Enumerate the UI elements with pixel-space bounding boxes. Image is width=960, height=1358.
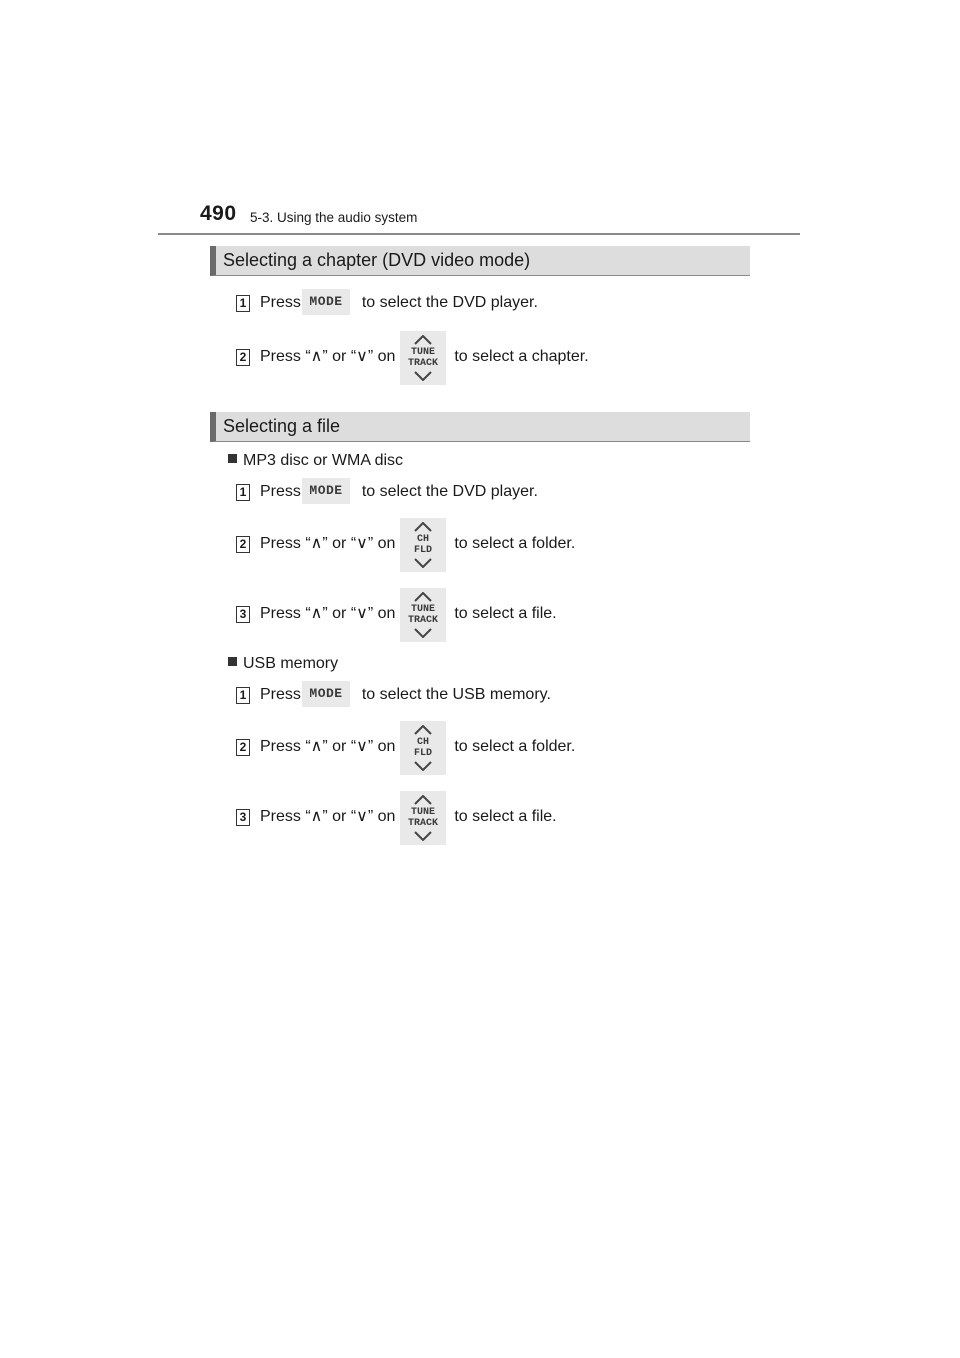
mode-button-icon: MODE xyxy=(302,478,350,504)
step-number: 2 xyxy=(236,739,250,756)
page-number: 490 xyxy=(200,202,237,225)
section-heading-chapter xyxy=(210,246,750,276)
step-text: Press “∧” or “∨” on to select a file. xyxy=(260,605,557,622)
mode-button-icon: MODE xyxy=(302,289,350,315)
subsection-usb: USB memory xyxy=(228,654,338,674)
step-number: 1 xyxy=(236,687,250,704)
step-text: Press to select the USB memory. xyxy=(260,686,551,703)
header-rule xyxy=(158,233,800,235)
section-heading-text: Selecting a chapter (DVD video mode) xyxy=(223,250,531,270)
section-heading-text: Selecting a file xyxy=(223,416,341,436)
bullet-square-icon xyxy=(228,454,237,463)
ch-fld-switch-icon: CH FLD xyxy=(400,518,446,572)
tune-track-switch-icon: TUNE TRACK xyxy=(400,791,446,845)
step-text: Press “∧” or “∨” on to select a folder. xyxy=(260,738,576,755)
bullet-square-icon xyxy=(228,657,237,666)
step-text: Press to select the DVD player. xyxy=(260,483,538,500)
mode-button-icon: MODE xyxy=(302,681,350,707)
chapter-title: 5-3. Using the audio system xyxy=(250,210,418,225)
step-number: 1 xyxy=(236,295,250,312)
tune-track-switch-icon: TUNE TRACK xyxy=(400,331,446,385)
step-number: 1 xyxy=(236,484,250,501)
step-text: Press to select the DVD player. xyxy=(260,294,538,311)
tune-track-switch-icon: TUNE TRACK xyxy=(400,588,446,642)
step-text: Press “∧” or “∨” on to select a chapter. xyxy=(260,348,589,365)
step-text: Press “∧” or “∨” on to select a file. xyxy=(260,808,557,825)
step-text: Press “∧” or “∨” on to select a folder. xyxy=(260,535,576,552)
section-heading-file xyxy=(210,412,750,442)
step-number: 2 xyxy=(236,536,250,553)
ch-fld-switch-icon: CH FLD xyxy=(400,721,446,775)
step-number: 2 xyxy=(236,349,250,366)
step-number: 3 xyxy=(236,606,250,623)
step-number: 3 xyxy=(236,809,250,826)
subsection-mp3: MP3 disc or WMA disc xyxy=(228,451,403,471)
